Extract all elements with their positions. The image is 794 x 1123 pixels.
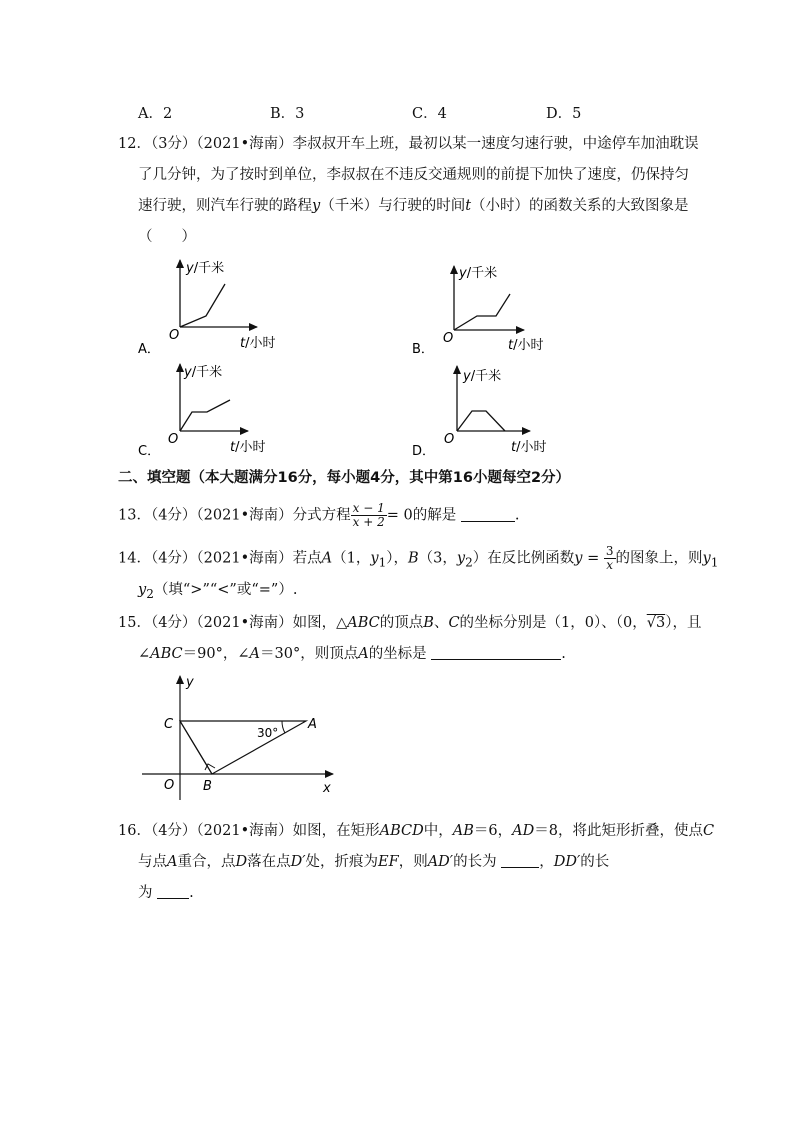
q16-line-3: 为 . — [138, 885, 194, 901]
graph-d-letter: D． — [412, 444, 436, 459]
graph-d-origin: O — [444, 432, 455, 447]
graph-d-xlabel — [511, 440, 547, 455]
graph-c-ylabel-var: y — [184, 365, 192, 380]
graph-b-ylabel — [458, 265, 497, 281]
q15-label-o: O — [164, 778, 175, 793]
graph-c-ylabel-unit: /千米 — [191, 365, 223, 380]
q12-answer-paren: （ ） — [138, 229, 196, 245]
q15-triangle — [180, 721, 306, 774]
q12-line-2: 了几分钟，为了按时到单位，李叔叔在不违反交通规则的前提下加快了速度，仍保持匀 — [138, 167, 689, 183]
q11-option-d: D．5 — [546, 106, 582, 122]
q15-label-c: C — [164, 717, 174, 732]
graph-d-xlabel-var: t — [511, 440, 517, 455]
q15-label-x: x — [323, 781, 331, 796]
graph-c-xlabel — [230, 440, 266, 455]
graph-c-xlabel-var: t — [230, 440, 236, 455]
q15-label-b: B — [203, 779, 212, 794]
q12-graphs — [0, 0, 794, 470]
graph-b-xlabel-var: t — [508, 338, 514, 353]
graph-a-curve — [180, 284, 225, 327]
graph-a-xlabel-var: t — [240, 336, 246, 351]
q16-line-2: 与点A重合，点D落在点D′处，折痕为EF，则AD′的长为 ，DD′的长 — [138, 854, 610, 870]
graph-c-ylabel — [183, 364, 222, 380]
graph-d-ylabel — [462, 368, 501, 384]
graph-a-ylabel-unit: /千米 — [193, 261, 225, 276]
graph-d-curve — [457, 411, 505, 431]
graph-b-letter: B． — [412, 342, 434, 357]
graph-a-ylabel — [185, 260, 224, 276]
q13-answer-blank[interactable] — [461, 507, 515, 522]
graph-b-xlabel — [508, 338, 544, 353]
q11-option-c: C．4 — [412, 106, 447, 122]
graph-d — [412, 366, 547, 459]
graph-c-origin: O — [168, 432, 179, 447]
graph-c-letter: C． — [138, 444, 161, 459]
graph-a-xlabel — [240, 336, 276, 351]
graph-d-xlabel-unit: /小时 — [516, 440, 547, 455]
q14-fraction: $\frac{3}{x}$ — [605, 544, 614, 572]
graph-d-ylabel-unit: /千米 — [470, 369, 502, 384]
graph-a — [138, 260, 276, 357]
q15-angle-label: 30° — [257, 726, 279, 740]
q15-label-y: y — [186, 675, 194, 690]
q15-label-a: A — [308, 717, 317, 732]
q11-option-b: B．3 — [270, 106, 305, 122]
graph-d-ylabel-var: y — [463, 369, 471, 384]
graph-b-origin: O — [443, 331, 454, 346]
q14-line-1: 14．（4分）（2021•海南）若点A（1，$y_1$），B（3，$y_2$）在反比例函数y = $\frac{3}{x}$ 的图象上，则$y_1$ — [118, 544, 719, 572]
graph-b-xlabel-unit: /小时 — [513, 338, 544, 353]
q16-answer-blank-1[interactable] — [501, 853, 539, 868]
q16-line-1: 16．（4分）（2021•海南）如图，在矩形ABCD中，AB＝6，AD＝8，将此矩形折叠，使点C — [118, 823, 715, 839]
q15-figure — [130, 670, 350, 800]
graph-a-xlabel-unit: /小时 — [245, 336, 276, 351]
q12-line-1: 12．（3分）（2021•海南）李叔叔开车上班，最初以某一速度匀速行驶，中途停车加油耽误 — [118, 136, 699, 152]
q13-fraction: $\frac{x - 1}{x + 2}$ — [352, 501, 385, 529]
graph-b-ylabel-unit: /千米 — [466, 266, 498, 281]
q16-answer-blank-2[interactable] — [157, 884, 189, 899]
q13-line: 13．（4分）（2021•海南）分式方程 $\frac{x - 1}{x + 2}$ = 0的解是 . — [118, 501, 520, 529]
graph-a-ylabel-var: y — [186, 261, 194, 276]
graph-c-xlabel-unit: /小时 — [235, 440, 266, 455]
graph-b-curve — [454, 294, 510, 330]
graph-b — [412, 265, 544, 357]
q15-line-2: ∠ABC＝90°，∠A＝30°，则顶点A的坐标是 . — [138, 646, 566, 662]
graph-b-ylabel-var: y — [459, 266, 467, 281]
graph-c-curve — [180, 400, 230, 431]
q15-answer-blank[interactable] — [431, 645, 561, 660]
q14-line-2: $y_2$（填“>”“<”或“=”）. — [138, 582, 298, 601]
q11-option-a: A．2 — [138, 106, 173, 122]
section-2-heading: 二、填空题（本大题满分16分，每小题4分，其中第16小题每空2分） — [118, 470, 571, 486]
graph-c — [138, 364, 266, 459]
graph-a-origin: O — [169, 328, 180, 343]
graph-a-letter: A． — [138, 342, 160, 357]
q15-line-1: 15．（4分）（2021•海南）如图，△ABC的顶点B、C的坐标分别是（1，0）、（0，√3），且 — [118, 615, 702, 631]
q12-line-3: 速行驶，则汽车行驶的路程y（千米）与行驶的时间t（小时）的函数关系的大致图象是 — [138, 198, 689, 214]
q15-angle-arc — [282, 721, 285, 733]
